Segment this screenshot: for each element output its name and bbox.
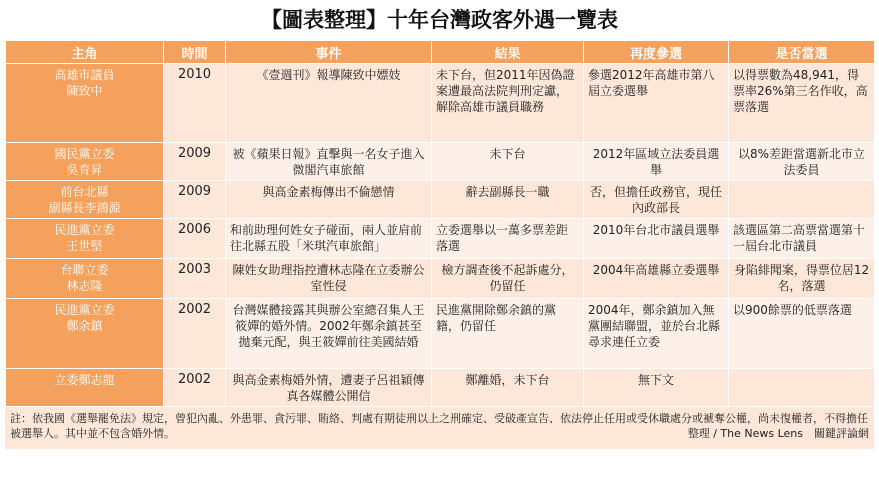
cell-year: 2006	[164, 219, 226, 259]
cell-event: 陳姓女助理指控遭林志隆在立委辦公室性侵	[226, 259, 432, 299]
who-title: 前台北縣	[60, 185, 109, 199]
cell-result: 未下台	[432, 143, 584, 181]
cell-result: 民進黨開除鄭余鎮的黨籍，仍留任	[432, 299, 584, 369]
column-header-rerun: 再度參選	[584, 41, 729, 64]
who-name: 林志隆	[66, 279, 103, 293]
cell-year: 2009	[164, 143, 226, 181]
cell-result: 辭去副縣長一職	[432, 181, 584, 219]
cell-who	[6, 143, 164, 181]
table-row	[6, 143, 875, 181]
who-name: 王世堅	[66, 239, 103, 253]
cell-event: 和前助理何姓女子碰面，兩人並肩前往北縣五股「米琪汽車旅館」	[226, 219, 432, 259]
cell-elected	[729, 181, 875, 219]
cell-event: 台灣媒體接露其與辦公室總召集人王筱嬋的婚外情。2002年鄭余鎮甚至拋棄元配，與王筱嬋前往美國結婚	[226, 299, 432, 369]
cell-who	[6, 299, 164, 369]
who-name: 副縣長李鴻源	[48, 201, 121, 215]
cell-year: 2002	[164, 299, 226, 369]
table-row	[6, 259, 875, 299]
cell-rerun: 2004年高雄縣立委選舉	[584, 259, 729, 299]
who-title: 民進黨立委	[54, 223, 115, 237]
footnote-text: 註：依我國《選舉罷免法》規定，曾犯內亂、外患罪、貪污罪、賄絡、判處有期徒刑以上之刑確定、受破產宣告、依法停止任用或受休職處分或褫奪公權，尚未復權者，不得擔任被選舉人。其中並不包含婚外情。	[10, 412, 868, 440]
column-header-who: 主角	[6, 41, 164, 64]
cell-year: 2003	[164, 259, 226, 299]
cell-who	[6, 259, 164, 299]
who-name: 陳致中	[66, 84, 103, 98]
who-name: 吳育昇	[66, 163, 103, 177]
cell-elected: 以8%差距當選新北市立法委員	[729, 143, 875, 181]
cell-event: 《壹週刊》報導陳致中嫖妓	[226, 64, 432, 143]
cell-event: 與高金素梅傳出不倫戀情	[226, 181, 432, 219]
cell-year: 2009	[164, 181, 226, 219]
table-row	[6, 299, 875, 369]
cell-elected	[729, 369, 875, 407]
cell-result: 鄭離婚，未下台	[432, 369, 584, 407]
cell-who	[6, 219, 164, 259]
scandal-table	[5, 40, 875, 407]
cell-rerun: 否，但擔任政務官，現任內政部長	[584, 181, 729, 219]
cell-elected: 以900餘票的低票落選	[729, 299, 875, 369]
column-header-event: 事件	[226, 41, 432, 64]
cell-rerun: 2012年區域立法委員選舉	[584, 143, 729, 181]
cell-elected: 該選區第二高票當選第十一屆台北市議員	[729, 219, 875, 259]
cell-rerun: 2010年台北市議員選舉	[584, 219, 729, 259]
cell-elected: 以得票數為48,941，得票率26%第三名作收，高票落選	[729, 64, 875, 143]
cell-result: 檢方調查後不起訴處分，仍留任	[432, 259, 584, 299]
who-title: 民進黨立委	[54, 303, 115, 317]
cell-result: 未下台，但2011年因偽證案遭最高法院判刑定讞，解除高雄市議員職務	[432, 64, 584, 143]
cell-event: 被《蘋果日報》直擊與一名女子進入微閣汽車旅館	[226, 143, 432, 181]
who-title: 立委鄭志龍	[54, 373, 115, 387]
column-header-result: 結果	[432, 41, 584, 64]
cell-event: 與高金素梅婚外情，遭妻子呂祖穎傳真各媒體公開信	[226, 369, 432, 407]
cell-who	[6, 181, 164, 219]
who-name: 鄭余鎮	[66, 319, 103, 333]
cell-year: 2010	[164, 64, 226, 143]
cell-rerun: 無下文	[584, 369, 729, 407]
cell-who	[6, 369, 164, 407]
cell-result: 立委選舉以一萬多票差距落選	[432, 219, 584, 259]
footnote	[5, 407, 874, 449]
who-title: 高雄市議員	[54, 68, 115, 82]
cell-year: 2002	[164, 369, 226, 407]
table-header-row	[6, 41, 875, 64]
who-title: 國民黨立委	[54, 147, 115, 161]
source-credit: 整理 / The News Lens 關鍵評論網	[687, 427, 869, 440]
column-header-elected: 是否當選	[729, 41, 875, 64]
cell-rerun: 參選2012年高雄市第八屆立委選舉	[584, 64, 729, 143]
cell-who	[6, 64, 164, 143]
cell-rerun: 2004年，鄭余鎮加入無黨團結聯盟，並於台北縣尋求連任立委	[584, 299, 729, 369]
who-title: 台聯立委	[60, 263, 109, 277]
page-title: 【圖表整理】十年台灣政客外遇一覽表	[261, 8, 618, 32]
table-row	[6, 219, 875, 259]
table-row	[6, 181, 875, 219]
column-header-year: 時間	[164, 41, 226, 64]
cell-elected: 身陷緋聞案，得票位居12名，落選	[729, 259, 875, 299]
table-row	[6, 64, 875, 143]
table-row	[6, 369, 875, 407]
